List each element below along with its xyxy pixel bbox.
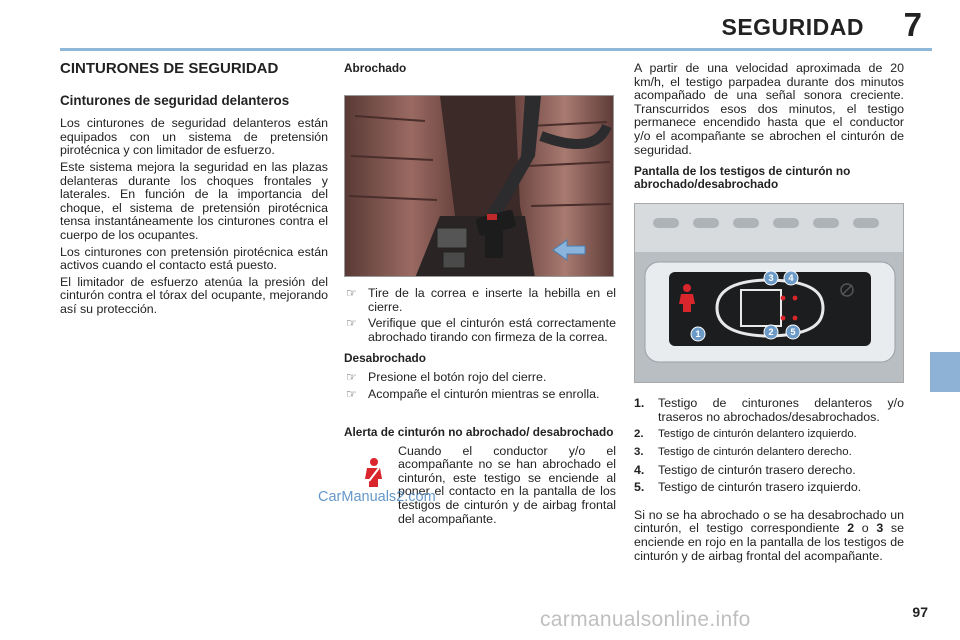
list-item [344,371,616,385]
seatbelt-photo [344,95,614,277]
callout-label: 4 [788,273,794,284]
warning-lamp-panel [634,203,904,383]
intro-paragraph: El limitador de esfuerzo atenúa la presión del cinturón contra el tórax del ocupante, mejorando así su protección. [60,274,328,316]
buckling-heading: Abrochado [344,61,407,75]
callout-label: 5 [790,327,796,338]
intro-paragraph: Este sistema mejora la seguridad en las plazas delanteras durante los choques frontales y laterales. En función de la importancia del choque, el sistema de pretensión pirotécnica tensa instantáneamente los cinturones contra el cuerpo de los ocupantes. [60,159,328,242]
footer-watermark: carmanualsonline.info [540,608,751,631]
step-text: Acompañe el cinturón mientras se enrolla. [368,386,600,401]
pointing-hand-icon: ☞ [346,316,357,331]
alert-block [318,443,616,541]
section-title: SEGURIDAD [721,14,864,40]
chapter-number: 7 [903,6,922,43]
callout-label: 2 [768,327,774,338]
callout-label: 1 [695,329,701,340]
section-heading: CINTURONES DE SEGURIDAD [60,60,279,77]
final-paragraph: Si no se ha abrochado o se ha desabrochado un cinturón, el testigo correspondiente 2 o 3 se enciende en rojo en la pantalla de los testigos de cinturón y de airbag frontal del acompañante. [634,507,905,563]
callout-label: 3 [768,273,774,284]
subsection-heading: Cinturones de seguridad delanteros [60,92,290,108]
unbuckling-steps [344,371,616,401]
list-item: 2. Testigo de cinturón delantero izquierdo. [634,428,857,441]
column-display [634,62,904,566]
list-item: 3. Testigo de cinturón delantero derecho. [634,445,852,458]
column-introduction [60,62,328,320]
seatbelt-warning-icon [360,457,388,489]
watermark-text: CarManuals2.com [318,488,436,505]
step-text: Tire de la correa e inserte la hebilla en el cierre. [368,286,616,314]
intro-paragraph: Los cinturones de seguridad delanteros están equipados con un sistema de pretensión pirotécnica y con limitador de esfuerzo. [60,116,328,158]
list-item: 4. Testigo de cinturón trasero derecho. [634,462,856,477]
buckling-steps [344,287,616,344]
list-item [344,317,616,344]
speed-paragraph: A partir de una velocidad aproximada de 20 km/h, el testigo parpadea durante dos minutos acompañado de una señal sonora creciente. Transcurridos esos dos minutos, el testigo permanece encendido hasta que el conductor y/o el acompañante se abrochen el cinturón de seguridad. [634,61,904,157]
page-number: 97 [912,604,928,620]
step-text: Verifique que el cinturón está correctamente abrochado tirando con firmeza de la correa. [368,316,616,344]
display-legend [634,397,904,495]
intro-paragraph: Los cinturones con pretensión pirotécnica están activos cuando el contacto está puesto. [60,244,328,273]
unbuckling-heading: Desabrochado [344,351,426,366]
step-text: Presione el botón rojo del cierre. [368,370,547,385]
column-buckling [318,61,616,541]
alert-text: Cuando el conductor y/o el acompañante no se han abrochado el cinturón, este testigo se enciende al poner el contacto en la pantalla de los testigos de cinturón y de airbag frontal del acompañante. [398,443,616,526]
pointing-hand-icon: ☞ [346,386,357,401]
pointing-hand-icon: ☞ [346,370,357,385]
alert-heading: Alerta de cinturón no abrochado/ desabrochado [344,424,614,439]
chapter-side-tab [930,352,960,392]
display-heading: Pantalla de los testigos de cinturón no abrochado/desabrochado [634,164,851,192]
list-item [344,388,616,402]
list-item [344,287,616,314]
list-item: 1. Testigo de cinturones delanteros y/o traseros no abrochados/desabrochados. [634,396,904,424]
header-rule [60,48,932,51]
list-item: 5. Testigo de cinturón trasero izquierdo. [634,480,862,495]
pointing-hand-icon: ☞ [346,286,357,300]
